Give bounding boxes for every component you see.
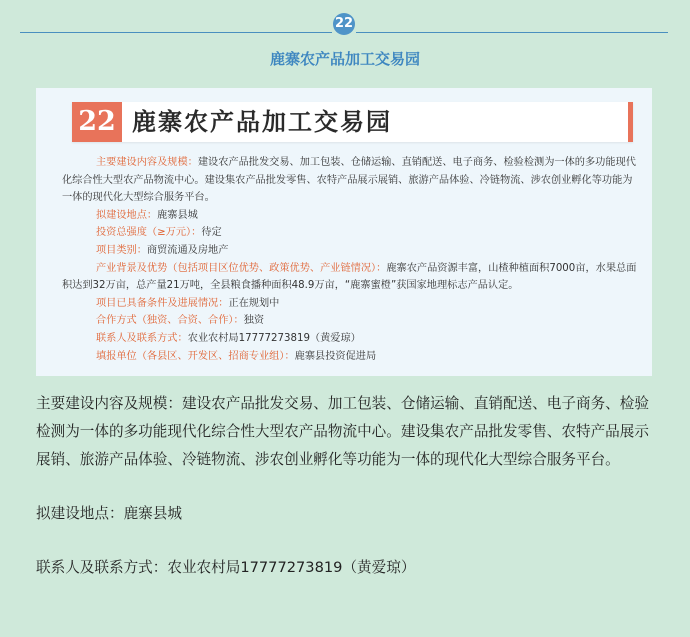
- scope-paragraph: [62, 154, 638, 207]
- contact-value: 农业农村局17777273819（黄爱琼）: [187, 332, 361, 344]
- section-title: 鹿寨农产品加工交易园: [269, 50, 420, 68]
- section-number-badge: 22: [333, 13, 355, 35]
- body-scope-paragraph: 主要建设内容及规模：建设农产品批发交易、加工包装、仓储运输、直销配送、电子商务、检验检测为一体的多功能现代化综合性大型农产品物流中心。建设集农产品批发零售、农特产品展示展销、旅游产品体验、冷链物流、涉农创业孵化等功能为一体的现代化大型综合服务平台。: [36, 395, 649, 468]
- unit-label: 填报单位（各县区、开发区、招商专业组）：: [96, 350, 295, 362]
- contact-label: 联系人及联系方式：: [96, 332, 188, 344]
- category-value: 商贸流通及房地产: [146, 244, 229, 256]
- contact-row: [62, 330, 638, 348]
- banner-number: 22: [72, 102, 122, 142]
- background-text: 鹿寨农产品资源丰富，山楂种植面积7000亩，水果总面积达到32万亩，总产量21万吨，全县粮食播种面积48.9万亩，“鹿寨蜜橙”获国家地理标志产品认定。: [62, 262, 637, 292]
- conditions-value: 正在规划中: [228, 297, 280, 309]
- body-site-paragraph: 拟建设地点：鹿寨县城: [36, 505, 182, 522]
- coop-value: 独资: [243, 315, 265, 327]
- unit-row: [62, 348, 638, 366]
- unit-value: 鹿寨县投资促进局: [294, 350, 377, 362]
- header-divider-right: [356, 32, 668, 33]
- category-label: 项目类别：: [96, 244, 147, 256]
- invest-row: [62, 224, 638, 242]
- scope-label: 主要建设内容及规模：: [96, 157, 198, 168]
- conditions-row: [62, 295, 638, 313]
- site-value: 鹿寨县城: [157, 209, 198, 221]
- project-banner: [72, 102, 633, 142]
- conditions-label: 项目已具备条件及进展情况：: [96, 297, 229, 309]
- scope-text: 建设农产品批发交易、加工包装、仓储运输、直销配送、电子商务、检验检测为一体的多功能现代化综合性大型农产品物流中心。建设集农产品批发零售、农特产品展示展销、旅游产品体验、冷链物流、涉农创业孵化等功能为一体的现代化大型综合服务平台。: [62, 157, 636, 204]
- banner-title: 鹿寨农产品加工交易园: [132, 107, 392, 136]
- invest-value: 待定: [201, 227, 222, 239]
- invest-label: 投资总强度（≥万元）：: [96, 227, 202, 239]
- body-contact-paragraph: 联系人及联系方式：农业农村局17777273819（黄爱琼）: [36, 559, 416, 576]
- background-label: 产业背景及优势（包括项目区位优势、政策优势、产业链情况）：: [96, 262, 387, 274]
- category-row: [62, 242, 638, 260]
- project-details: [62, 154, 638, 365]
- coop-label: 合作方式（独资、合资、合作）：: [96, 315, 244, 327]
- project-info-image: [36, 88, 652, 376]
- coop-row: [62, 312, 638, 330]
- background-paragraph: [62, 260, 638, 295]
- article-body: [36, 390, 654, 582]
- site-label: 拟建设地点：: [96, 209, 158, 221]
- header-divider-left: [20, 32, 332, 33]
- site-row: [62, 207, 638, 225]
